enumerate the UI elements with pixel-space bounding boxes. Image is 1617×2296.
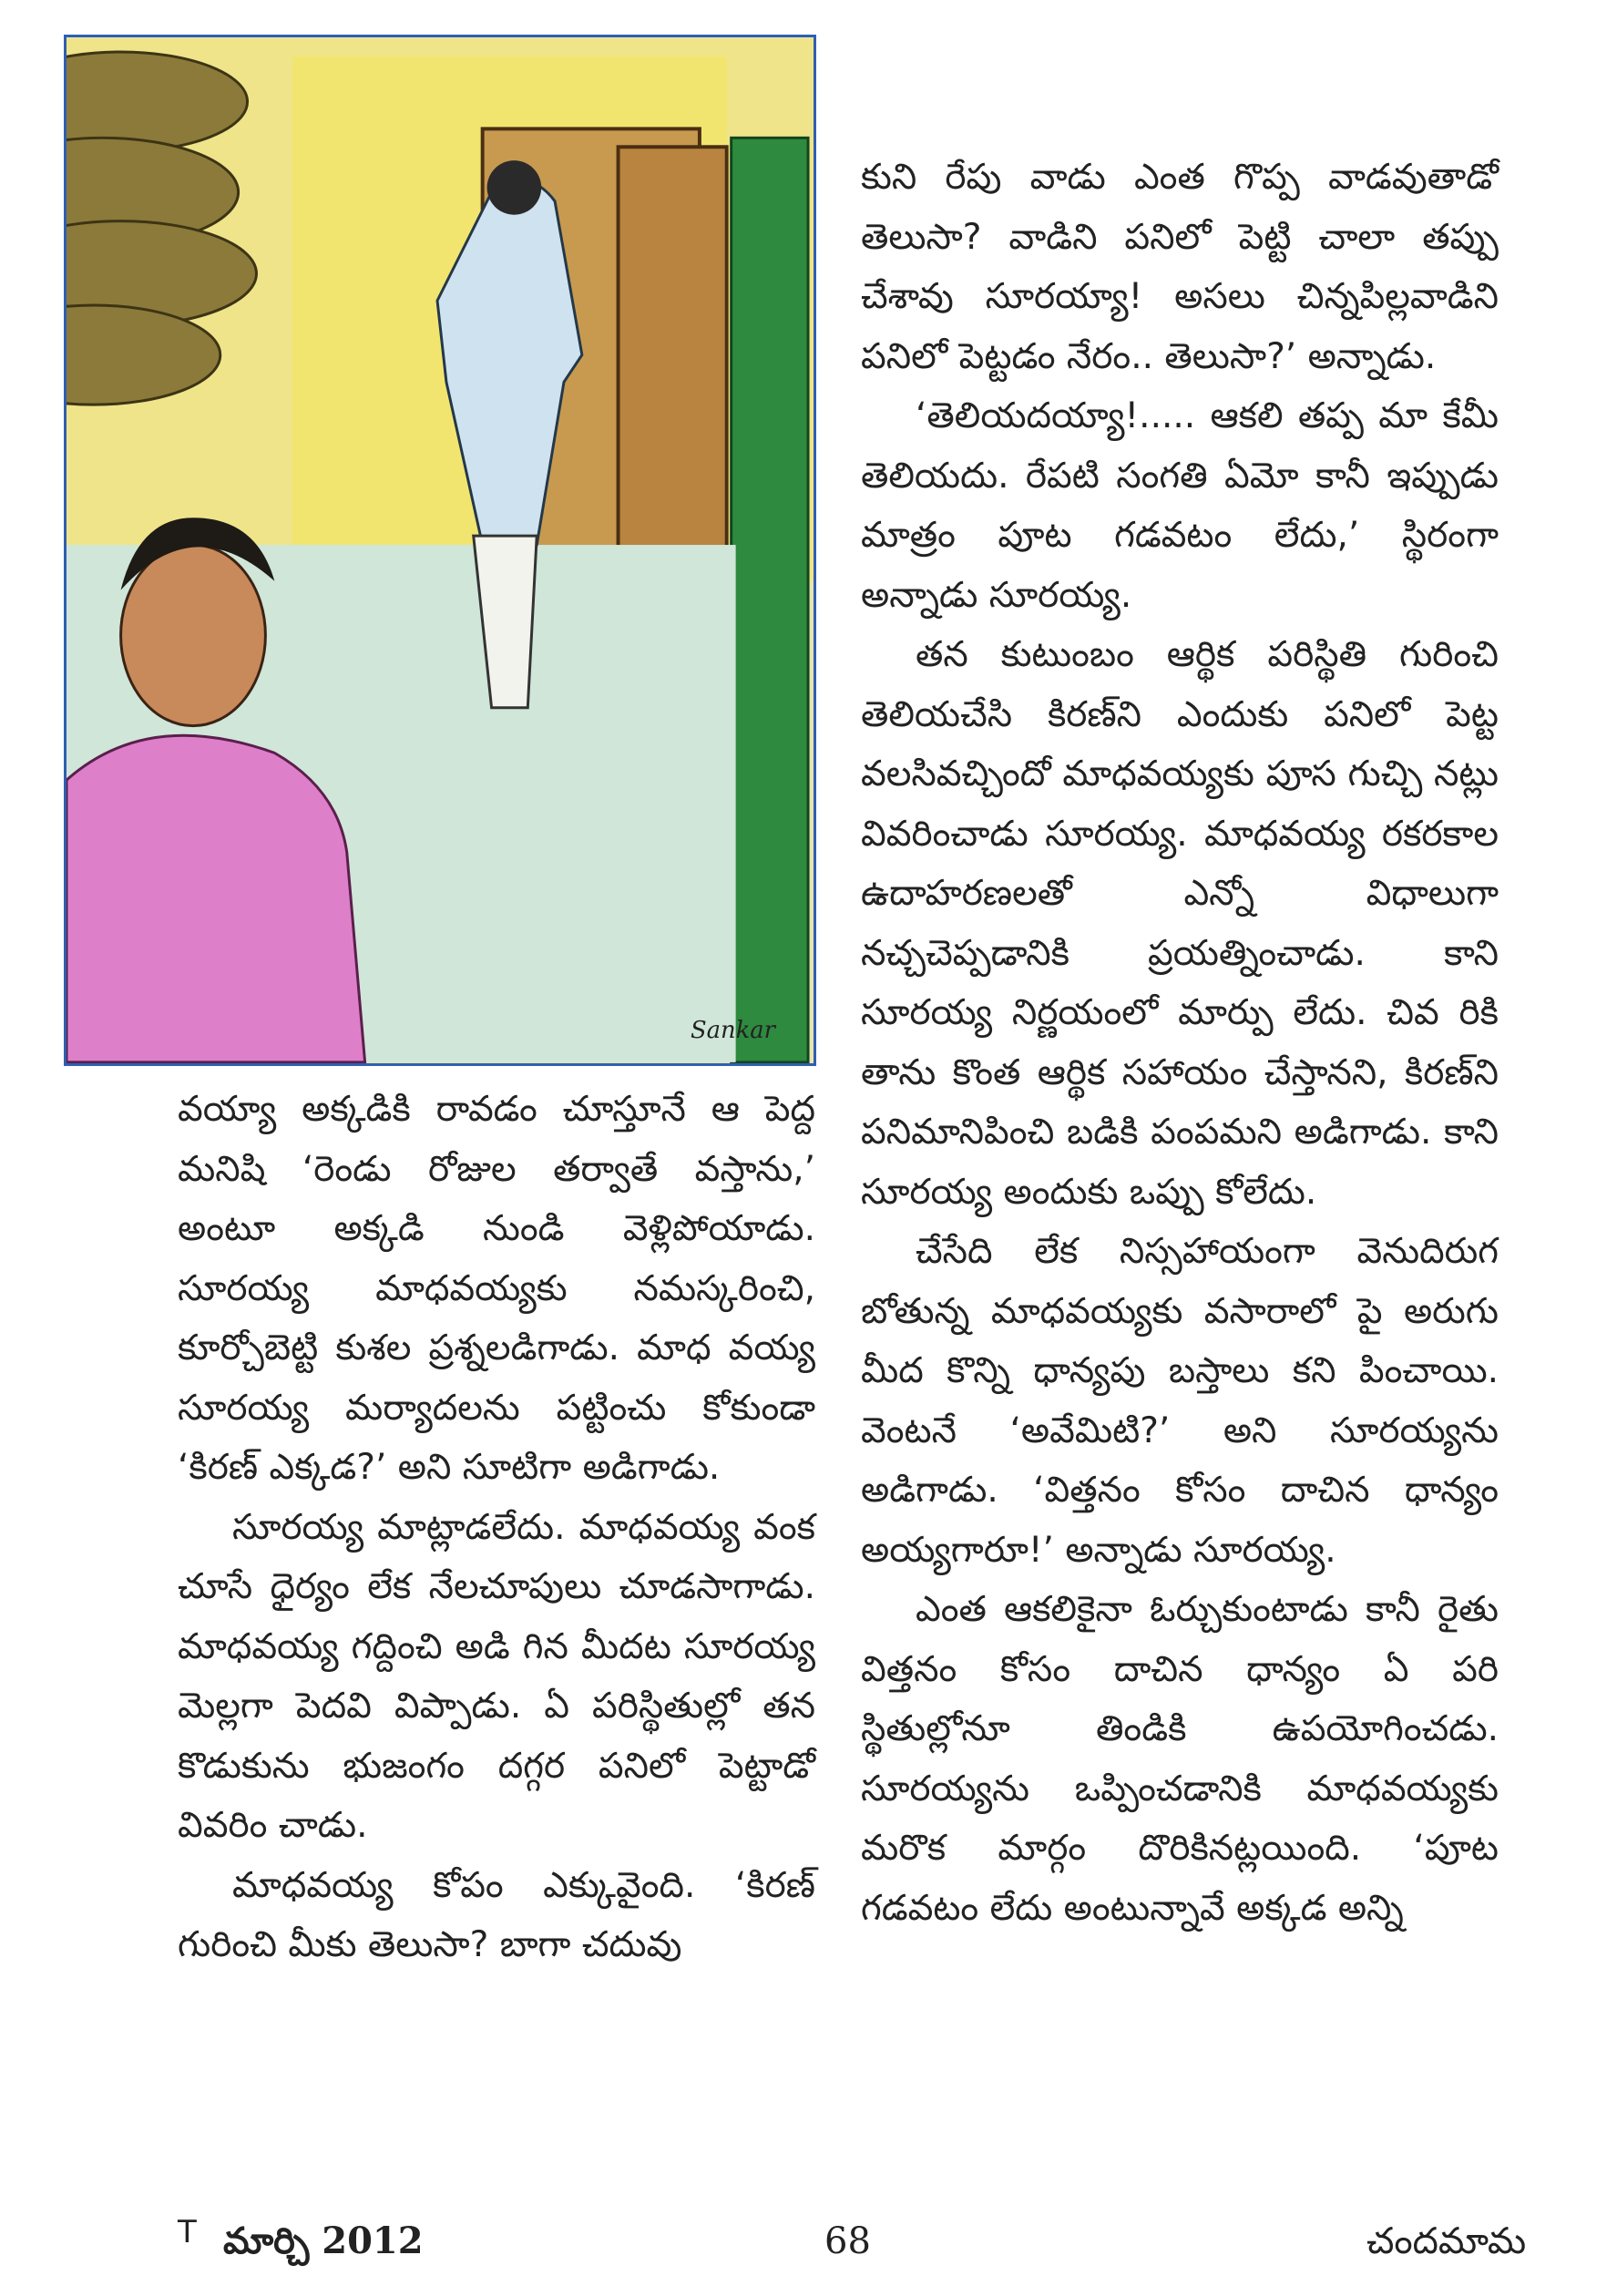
paragraph: చేసేది లేక నిస్సహాయంగా వెనుదిరుగ బోతున్న మాధవయ్యకు వసారాలో పై అరుగు మీద కొన్ని ధాన్యపు బస్తాలు కని పించాయి. వెంటనే ‘అవేమిటి?’ అని సూరయ్యను అడిగాడు. ‘విత్తనం కోసం దాచిన ధాన్యం అయ్యగారూ!’ అన్నాడు సూరయ్య. — [861, 1231, 1499, 1571]
paragraph: ఎంత ఆకలికైనా ఓర్చుకుంటాడు కానీ రైతు విత్తనం కోసం దాచిన ధాన్యం ఏ పరి స్థితుల్లోనూ తిండికి ఉపయోగించడు. సూరయ్యను ఒప్పించడానికి మాధవయ్యకు మరొక మార్గం దొరికినట్లయింది. ‘పూట గడవటం లేదు అంటున్నావే అక్కడ అన్ని — [861, 1589, 1499, 1929]
magazine-name: చందమామ — [1366, 2220, 1527, 2262]
artist-signature: Sankar — [690, 1017, 776, 1045]
page-number: 68 — [824, 2220, 871, 2262]
footer-date: మార్చి 2012 — [223, 2219, 424, 2262]
paragraph: తన కుటుంబం ఆర్థిక పరిస్థితి గురించి తెలియచేసి కిరణ్‌ని ఎందుకు పనిలో పెట్ట వలసివచ్చిందో మాధవయ్యకు పూస గుచ్చి నట్లు వివరించాడు సూరయ్య. మాధవయ్య రకరకాల ఉదాహరణలతో ఎన్నో విధాలుగా నచ్చచెప్పడానికి ప్రయత్నించాడు. కాని సూరయ్య నిర్ణయంలో మార్పు లేదు. చివ రికి తాను కొంత ఆర్థిక సహాయం చేస్తానని, కిరణ్‌ని పనిమానిపించి బడికి పంపమని అడిగాడు. కాని సూరయ్య అందుకు ఒప్పు కోలేదు. — [861, 634, 1499, 1213]
paragraph: మాధవయ్య కోపం ఎక్కువైంది. ‘కిరణ్ గురించి మీకు తెలుసా? బాగా చదువు — [178, 1864, 815, 1965]
paragraph: వయ్యా అక్కడికి రావడం చూస్తూనే ఆ పెద్ద మనిషి ‘రెండు రోజుల తర్వాతే వస్తాను,’ అంటూ అక్కడి నుండి వెళ్లిపోయాడు. సూరయ్య మాధవయ్యకు నమస్కరించి, కూర్చోబెట్టి కుశల ప్రశ్నలడిగాడు. మాధ వయ్య సూరయ్య మర్యాదలను పట్టించు కోకుండా ‘కిరణ్ ఎక్కడ?’ అని సూటిగా అడిగాడు. — [178, 1089, 815, 1488]
paragraph: ‘తెలియదయ్యా!..... ఆకలి తప్ప మా కేమీ తెలియదు. రేపటి సంగతి ఏమో కానీ ఇప్పుడు మాత్రం పూట గడవటం లేదు,’ స్థిరంగా అన్నాడు సూరయ్య. — [861, 395, 1499, 616]
paragraph: కుని రేపు వాడు ఎంత గొప్ప వాడవుతాడో తెలుసా? వాడిని పనిలో పెట్టి చాలా తప్పు చేశావు సూరయ్యా! అసలు చిన్నపిల్లవాడిని పనిలో పెట్టడం నేరం.. తెలుసా?’ అన్నాడు. — [861, 157, 1499, 377]
footer-mark: T — [178, 2214, 197, 2250]
illustration-art — [67, 37, 814, 1063]
right-text-column — [861, 148, 1499, 1938]
left-text-column — [178, 1080, 815, 1975]
paragraph: సూరయ్య మాట్లాడలేదు. మాధవయ్య వంక చూసే ధైర్యం లేక నేలచూపులు చూడసాగాడు. మాధవయ్య గద్దించి అడి గిన మీదట సూరయ్య మెల్లగా పెదవి విప్పాడు. ఏ పరిస్థితుల్లో తన కొడుకును భుజంగం దగ్గర పనిలో పెట్టాడో వివరిం చాడు. — [178, 1506, 815, 1846]
story-illustration — [64, 35, 816, 1066]
